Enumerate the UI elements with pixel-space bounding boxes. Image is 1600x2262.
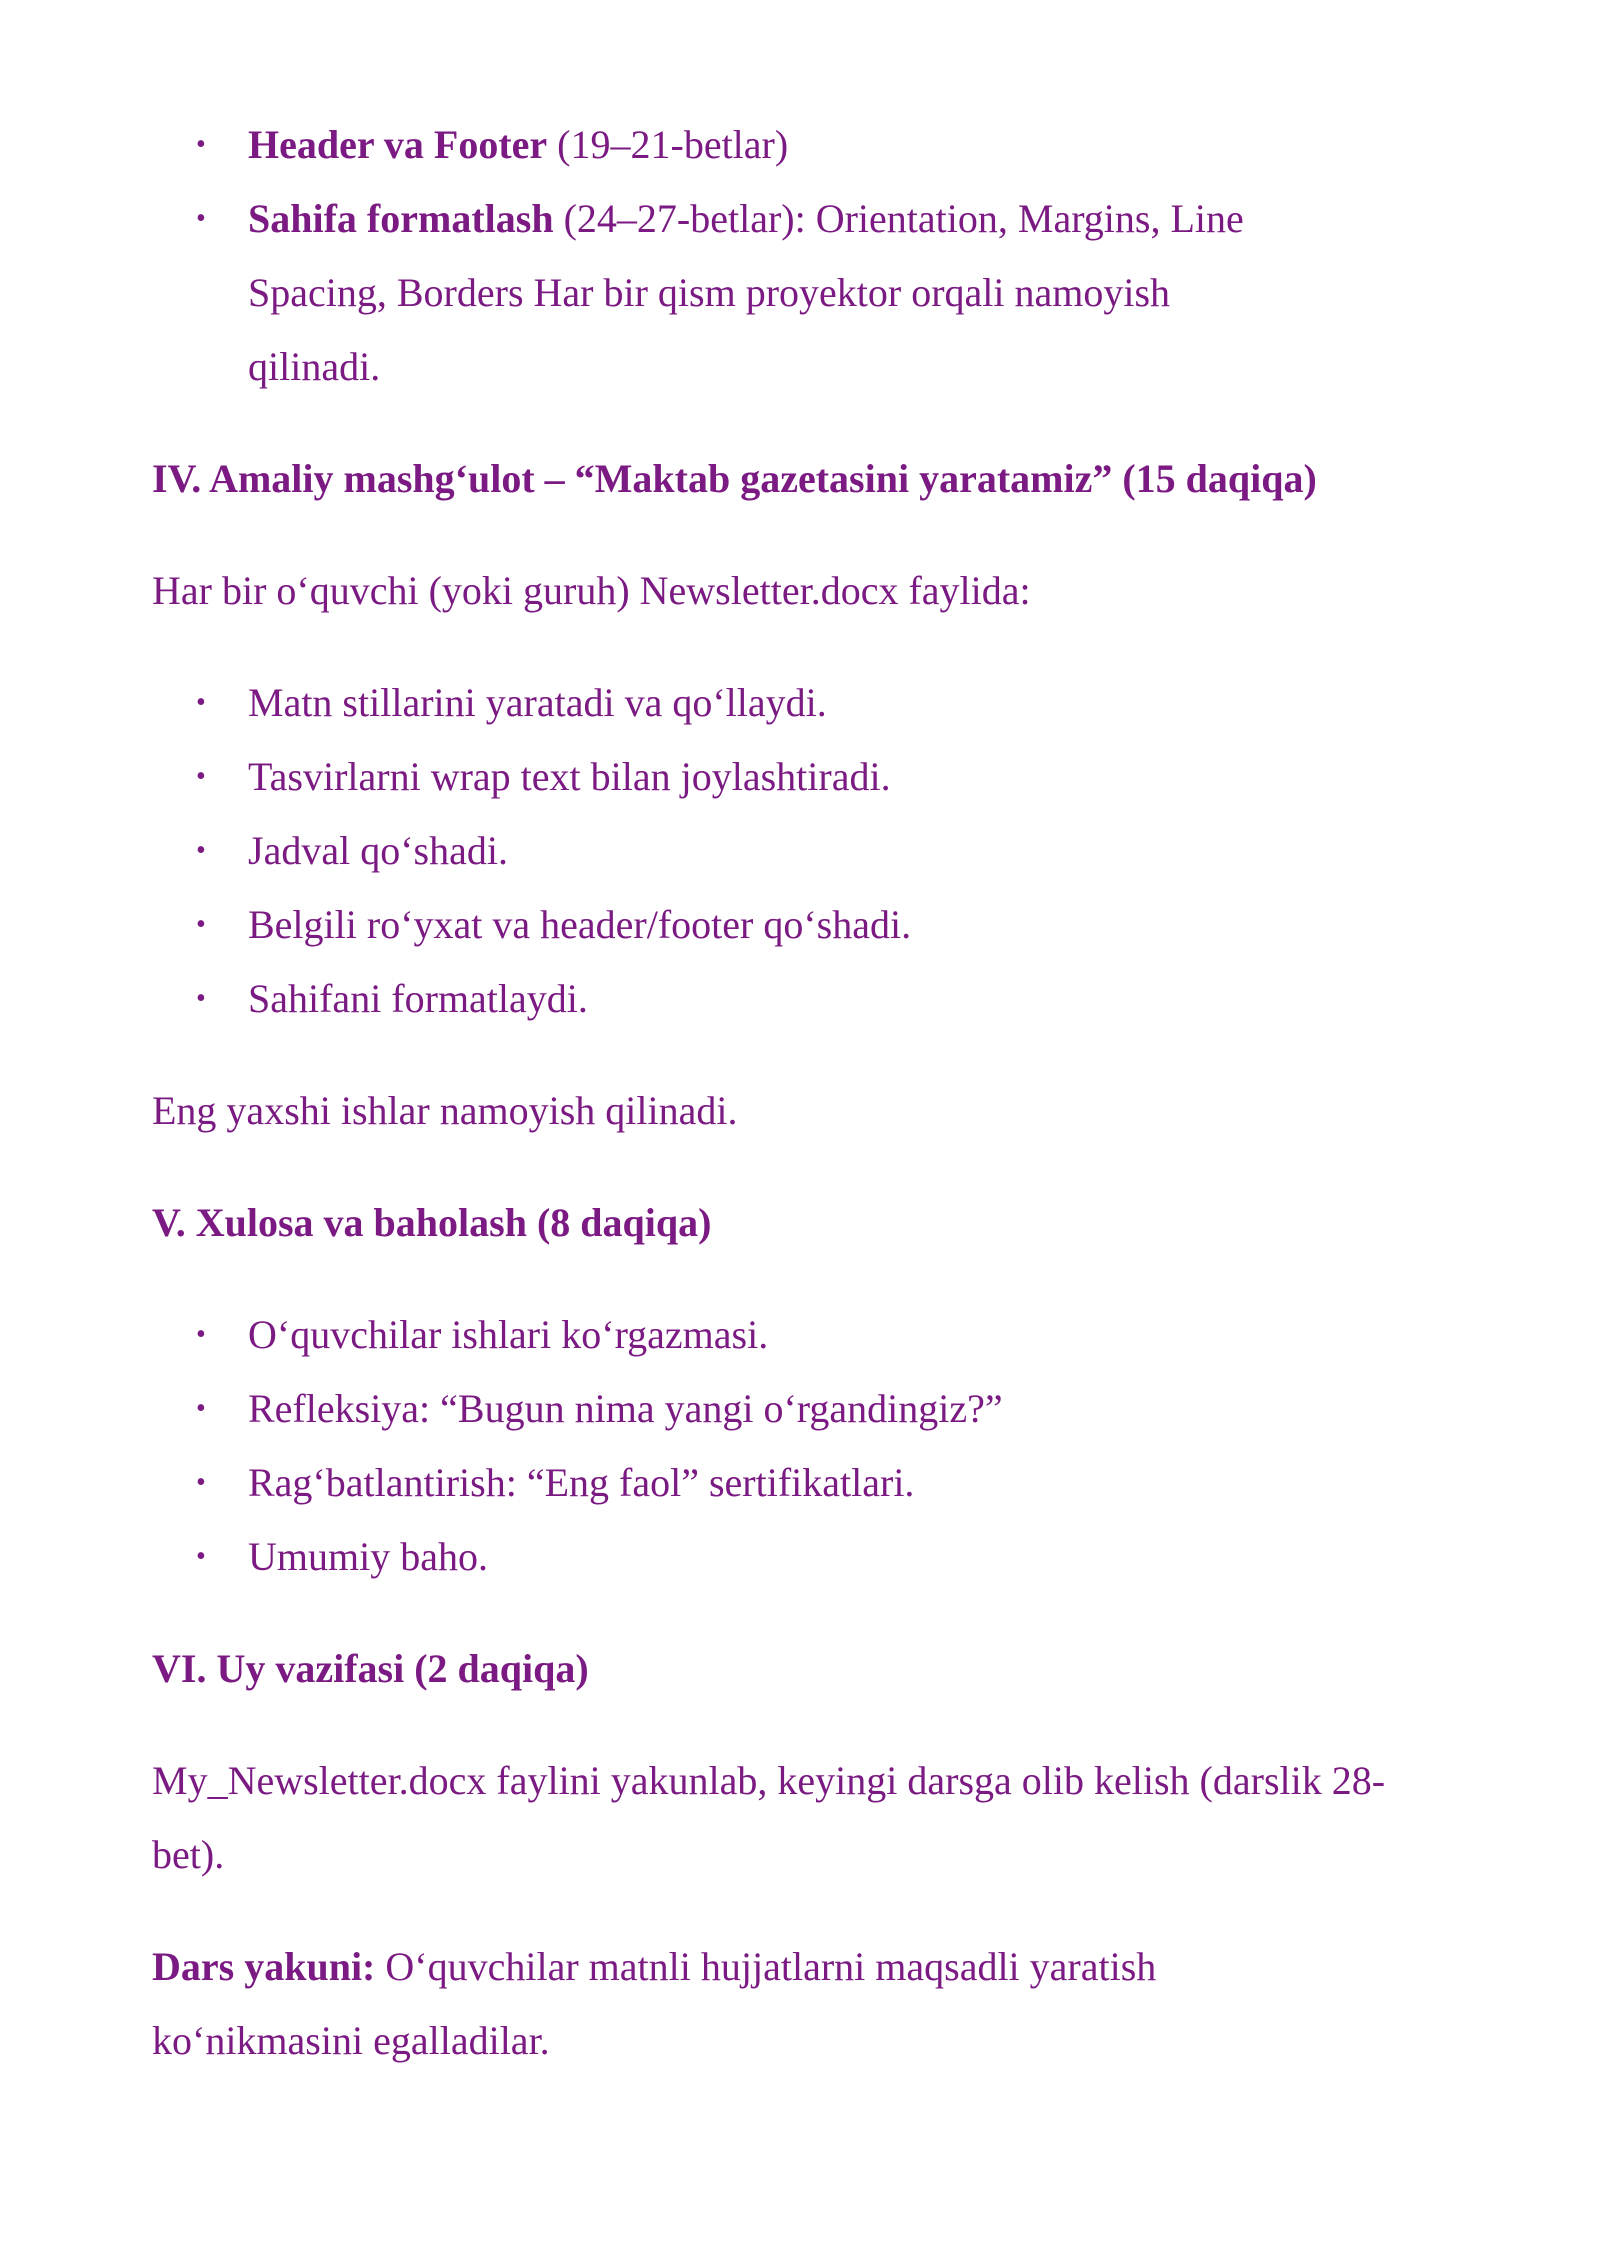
bullet-icon: • [196,203,206,234]
item-text: Refleksiya: “Bugun nima yangi o‘rgandingiz?” [248,1386,1003,1431]
item-bold-label: Header va Footer [248,122,548,167]
list-item [152,962,1452,1036]
bullet-icon: • [196,1541,206,1572]
item-text: Umumiy baho. [248,1534,488,1579]
bullet-icon: • [196,909,206,940]
item-text: O‘quvchilar ishlari ko‘rgazmasi. [248,1312,769,1357]
list-item [152,1446,1452,1520]
item-text: Jadval qo‘shadi. [248,828,508,873]
bullet-icon: • [196,983,206,1014]
bullet-icon: • [196,761,206,792]
section5-heading: V. Xulosa va baholash (8 daqiqa) [152,1200,712,1245]
item-text: Sahifani formatlaydi. [248,976,588,1021]
section5-list [152,1298,1452,1594]
top-bullet-list [152,108,1452,404]
item-text: Belgili ro‘yxat va header/footer qo‘shadi. [248,902,912,947]
list-item [152,1520,1452,1594]
list-item [152,888,1452,962]
list-item [152,182,1452,404]
bullet-icon: • [196,1467,206,1498]
list-item [152,740,1452,814]
list-item [152,108,1452,182]
section4-intro: Har bir o‘quvchi (yoki guruh) Newsletter.docx faylida: [152,568,1031,613]
section4-outro: Eng yaxshi ishlar namoyish qilinadi. [152,1088,738,1133]
bullet-icon: • [196,687,206,718]
list-item [152,666,1452,740]
list-item [152,814,1452,888]
section4-list [152,666,1452,1036]
conclusion-label: Dars yakuni: [152,1944,376,1989]
item-text: (24–27-betlar): Orientation, Margins, Line Spacing, Borders Har bir qism proyektor orqali namoyish qilinadi. [248,196,1244,389]
section6-text: My_Newsletter.docx faylini yakunlab, keyingi darsga olib kelish (darslik 28-bet). [152,1758,1386,1877]
item-text: Rag‘batlantirish: “Eng faol” sertifikatlari. [248,1460,915,1505]
document-body [152,108,1452,2078]
conclusion-paragraph [152,1930,1452,2078]
item-text: Tasvirlarni wrap text bilan joylashtiradi. [248,754,891,799]
bullet-icon: • [196,1319,206,1350]
list-item [152,1372,1452,1446]
item-bold-label: Sahifa formatlash [248,196,554,241]
list-item [152,1298,1452,1372]
item-text: Matn stillarini yaratadi va qo‘llaydi. [248,680,827,725]
bullet-icon: • [196,835,206,866]
conclusion-text: O‘quvchilar matnli hujjatlarni maqsadli yaratish ko‘nikmasini egalladilar. [152,1944,1157,2063]
item-text: (19–21-betlar) [547,122,789,167]
section4-heading: IV. Amaliy mashg‘ulot – “Maktab gazetasini yaratamiz” (15 daqiqa) [152,456,1317,501]
bullet-icon: • [196,129,206,160]
section6-heading: VI. Uy vazifasi (2 daqiqa) [152,1646,589,1691]
bullet-icon: • [196,1393,206,1424]
